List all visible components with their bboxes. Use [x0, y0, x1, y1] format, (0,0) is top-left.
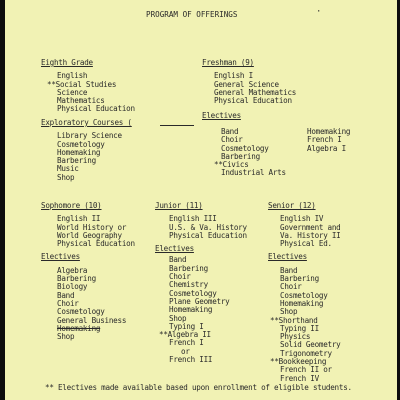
list-item: Va. History II [280, 230, 341, 240]
list-item: Barbering [280, 274, 319, 284]
freshman-heading: Freshman (9) [202, 58, 254, 67]
list-item: Biology [57, 282, 88, 292]
list-item: Homemaking [307, 127, 351, 136]
list-item: Physical Education [57, 104, 135, 114]
list-item: World History or [57, 222, 127, 232]
list-item: or [181, 346, 190, 356]
page-title: PROGRAM OF OFFERINGS [146, 10, 238, 19]
list-item: Physical Education [214, 96, 292, 106]
list-item: Science [57, 87, 88, 97]
list-item: Band [221, 127, 239, 136]
list-item: Choir [280, 282, 302, 292]
exploratory-section [41, 119, 132, 182]
list-item: **Bookkeeping [270, 357, 327, 367]
list-item: **Shorthand [270, 315, 318, 325]
electives-9-col2 [307, 128, 350, 153]
list-item: Homemaking [280, 298, 324, 308]
list-item: Choir [221, 135, 243, 145]
list-item: Band [57, 290, 75, 300]
exploratory-heading: Exploratory Courses ( [41, 118, 132, 127]
list-item: World Geography [57, 230, 122, 240]
list-item: Shop [280, 307, 298, 317]
list-item: French I [307, 135, 342, 145]
document-page [5, 0, 397, 400]
list-item: Homemaking [57, 147, 101, 157]
underline-rule [160, 125, 194, 126]
list-item: Solid Geometry [280, 340, 341, 350]
list-item: Band [169, 255, 187, 265]
list-item: Cosmetology [280, 290, 328, 300]
punch-mark: · [316, 7, 322, 17]
list-item: Shop [169, 313, 187, 323]
sophomore-section [41, 202, 135, 341]
list-item: Library Science [57, 131, 122, 141]
list-item: Trigonometry [280, 348, 332, 358]
list-item: Choir [169, 272, 191, 282]
electives-heading: Electives [155, 244, 194, 254]
junior-heading: Junior (11) [155, 201, 203, 210]
eighth-grade-section [41, 59, 135, 114]
list-item: Choir [57, 298, 79, 308]
list-item: French II or [280, 365, 332, 375]
list-item: Cosmetology [169, 288, 217, 298]
list-item: Barbering [57, 156, 96, 166]
list-item: **Civics [214, 160, 249, 170]
electives-heading: Electives [202, 111, 241, 120]
list-item: Government and [280, 222, 341, 232]
list-item: Cosmetology [57, 307, 105, 317]
list-item: **Algebra II [159, 330, 211, 340]
electives-9-section [202, 112, 241, 120]
list-item: Algebra I [307, 143, 346, 153]
list-item: English IV [280, 214, 324, 224]
list-item: **Social Studies [47, 79, 117, 89]
list-item: General Mathematics [214, 87, 297, 97]
list-item: Physical Ed. [280, 239, 332, 249]
freshman-section [202, 59, 296, 105]
junior-section [155, 202, 247, 364]
list-item: Typing I [169, 321, 204, 331]
list-item: Barbering [57, 274, 96, 284]
list-item: Cosmetology [221, 143, 269, 153]
list-item: Shop [57, 332, 75, 342]
list-item: Cosmetology [57, 139, 105, 149]
list-item: Music [57, 164, 79, 174]
list-item: General Business [57, 315, 127, 325]
list-item: English III [169, 214, 217, 224]
list-item: Plane Geometry [169, 296, 230, 306]
list-item: Chemistry [169, 280, 208, 290]
list-item: English [57, 71, 88, 81]
list-item: Mathematics [57, 96, 105, 106]
list-item: French IV [280, 373, 319, 383]
list-item: General Science [214, 79, 279, 89]
electives-9-col1 [214, 128, 286, 178]
list-item: Physical Education [169, 230, 247, 240]
list-item: Algebra [57, 265, 88, 275]
list-item: U.S. & Va. History [169, 222, 247, 232]
list-item: Industrial Arts [221, 168, 286, 178]
footnote: ** Electives made available based upon enrollment of eligible students. [45, 383, 352, 392]
eighth-grade-heading: Eighth Grade [41, 58, 93, 67]
list-item: Physics [280, 332, 311, 342]
list-item: Typing II [280, 323, 319, 333]
list-item: Homemaking [57, 323, 101, 333]
list-item: Physical Education [57, 239, 135, 249]
electives-heading: Electives [268, 252, 307, 262]
senior-heading: Senior (12) [268, 201, 316, 210]
list-item: French III [169, 355, 213, 365]
sophomore-heading: Sophomore (10) [41, 201, 102, 210]
electives-heading: Electives [41, 252, 80, 262]
list-item: Barbering [169, 263, 208, 273]
list-item: Barbering [221, 151, 260, 161]
list-item: Band [280, 265, 298, 275]
list-item: French I [169, 338, 204, 348]
list-item: English II [57, 214, 101, 224]
senior-section [268, 202, 341, 383]
list-item: Homemaking [169, 305, 213, 315]
list-item: Shop [57, 172, 75, 182]
list-item: English I [214, 71, 253, 81]
